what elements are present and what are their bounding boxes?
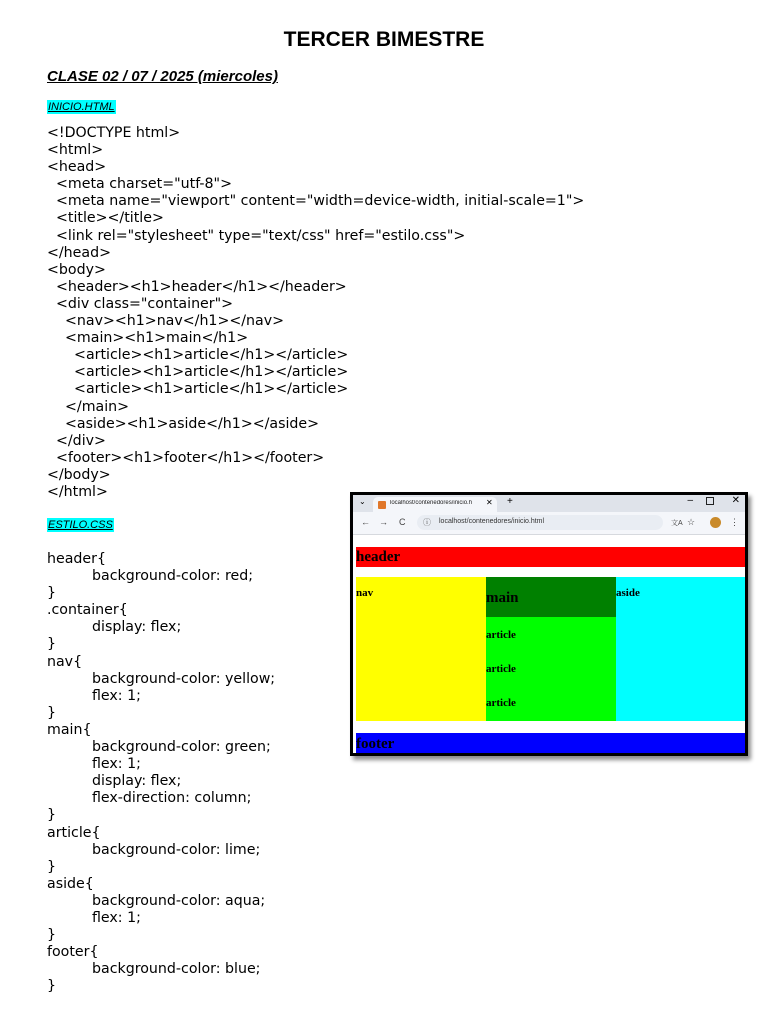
new-tab-button[interactable]: +: [507, 496, 513, 507]
css-code-line: flex: 1;: [92, 909, 141, 926]
css-code-line: article{: [47, 824, 101, 841]
html-file-label: INICIO.HTML: [48, 101, 115, 113]
profile-avatar[interactable]: [710, 517, 721, 528]
css-code-line: background-color: green;: [92, 739, 271, 756]
rendered-article: article: [486, 663, 516, 675]
html-code-block: <!DOCTYPE html> <html> <head> <meta charset="utf-8"> <meta name="viewport" content="width=device-width, initial-scale=1"> <title></title> <link rel="stylesheet" type="text/css" href="estilo.css"> </head> <body> <header><h1>header</h1></header> <div class="container"> <nav><h1>nav</h1></nav> <main><h1>main</h1> <article><h1>article</h1></article> <article><h1>article</h1></article> <article><h1>article</h1></article> </main> <aside><h1>aside</h1></aside> </div> <footer><h1>footer</h1></footer> </body> </html>: [47, 125, 585, 500]
css-code-line: }: [47, 585, 57, 602]
maximize-icon[interactable]: [706, 497, 714, 505]
rendered-article: article: [486, 629, 516, 641]
css-code-line: }: [47, 978, 57, 995]
site-info-icon[interactable]: ⓘ: [423, 518, 431, 527]
css-code-line: .container{: [47, 602, 128, 619]
css-code-line: display: flex;: [92, 773, 182, 790]
tab-list-chevron-icon[interactable]: ⌄: [359, 497, 366, 506]
rendered-nav: nav: [356, 577, 486, 721]
forward-icon[interactable]: →: [379, 517, 388, 527]
css-code-line: }: [47, 704, 57, 721]
css-code-line: flex: 1;: [92, 687, 141, 704]
browser-tab[interactable]: [373, 497, 497, 512]
css-code-line: background-color: lime;: [92, 841, 261, 858]
tab-close-icon[interactable]: ✕: [486, 498, 493, 507]
window-close-icon[interactable]: ✕: [731, 495, 740, 506]
css-code-line: }: [47, 636, 57, 653]
css-code-line: header{: [47, 551, 107, 567]
rendered-aside: aside: [616, 577, 746, 721]
css-code-block: [47, 551, 275, 995]
bookmark-star-icon[interactable]: ☆: [687, 517, 696, 527]
css-code-line: }: [47, 807, 57, 824]
class-date: CLASE 02 / 07 / 2025 (miercoles): [47, 68, 278, 85]
rendered-article: article: [486, 697, 516, 709]
menu-icon[interactable]: ⋮: [730, 517, 739, 527]
rendered-header: header: [356, 547, 746, 567]
css-file-label: ESTILO.CSS: [48, 519, 113, 531]
css-code-line: }: [47, 927, 57, 944]
browser-screenshot: [350, 492, 748, 756]
rendered-footer: footer: [356, 733, 746, 753]
browser-tab-bar: [353, 495, 745, 512]
css-code-line: background-color: yellow;: [92, 670, 276, 687]
css-code-line: }: [47, 858, 57, 875]
page-viewport: [353, 535, 745, 753]
css-code-line: nav{: [47, 653, 83, 670]
reload-icon[interactable]: C: [399, 517, 406, 527]
css-code-line: flex: 1;: [92, 756, 141, 773]
css-code-line: footer{: [47, 944, 99, 961]
minimize-icon[interactable]: –: [687, 495, 693, 506]
rendered-main-title: main: [486, 577, 616, 617]
address-bar[interactable]: [417, 515, 663, 530]
css-code-line: flex-direction: column;: [92, 790, 252, 807]
rendered-main: [486, 577, 616, 721]
css-code-line: aside{: [47, 875, 94, 892]
tab-title: localhost/contenedores/inicio.h: [390, 500, 473, 506]
url-text[interactable]: localhost/contenedores/inicio.html: [439, 518, 545, 525]
css-code-line: background-color: red;: [92, 568, 254, 585]
back-icon[interactable]: ←: [361, 517, 370, 527]
browser-toolbar: [353, 512, 745, 535]
translate-icon[interactable]: 文A: [671, 520, 683, 527]
css-code-line: main{: [47, 721, 92, 738]
css-code-line: background-color: blue;: [92, 961, 261, 978]
css-code-line: background-color: aqua;: [92, 892, 266, 909]
favicon-icon: [378, 501, 386, 509]
css-code-line: display: flex;: [92, 619, 182, 636]
document-title: TERCER BIMESTRE: [283, 28, 485, 51]
